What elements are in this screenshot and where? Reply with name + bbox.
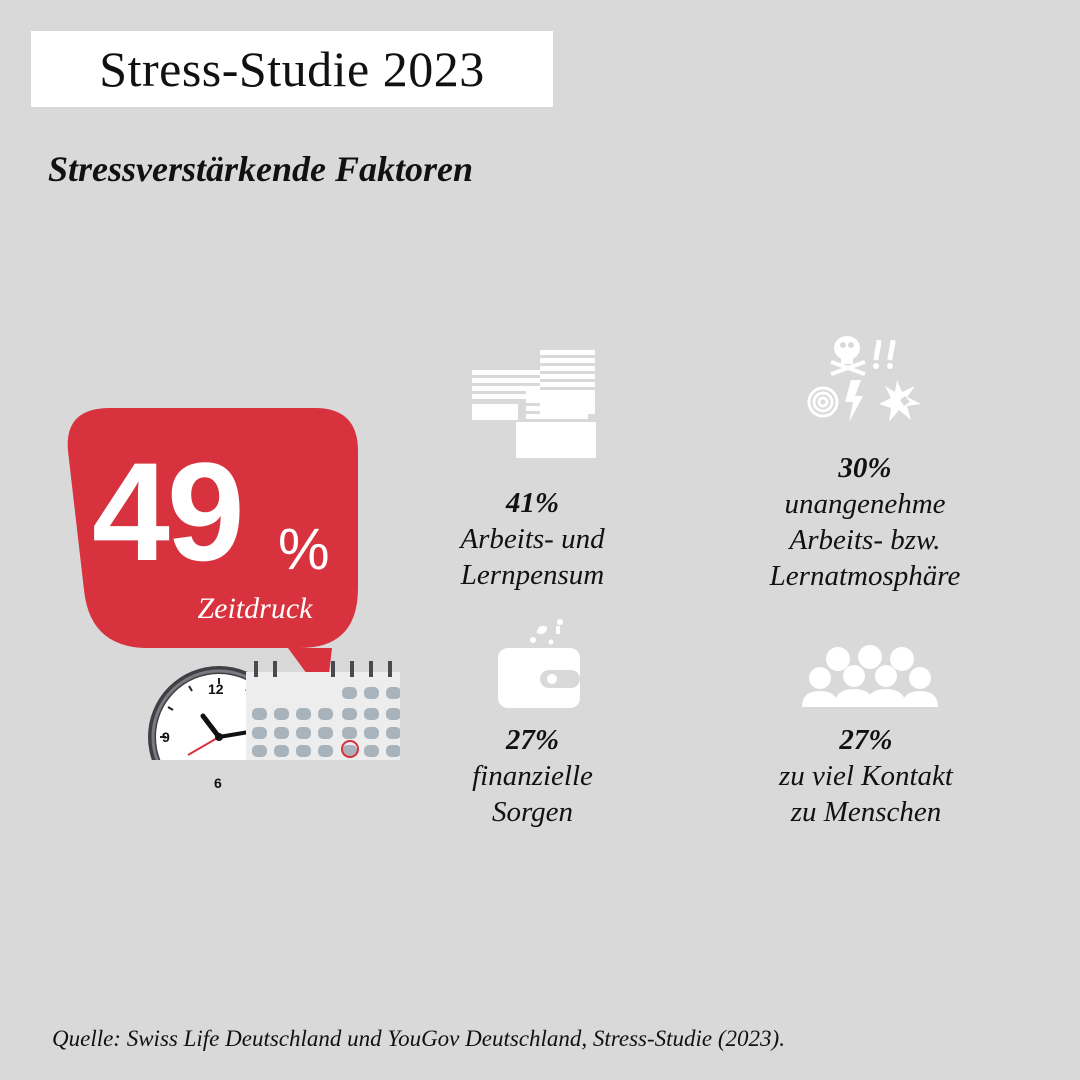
- highlight-unit: %: [278, 517, 330, 582]
- factor-label-line: zu Menschen: [790, 796, 942, 828]
- highlight-illustration: [0, 0, 400, 760]
- factor-percent: 41%: [505, 487, 560, 519]
- group-of-people-icon: [800, 645, 940, 707]
- factor-label-line: finanzielle: [472, 760, 593, 792]
- calendar-icon: [246, 661, 400, 760]
- page-title: Stress-Studie 2023: [99, 41, 485, 97]
- clock-number-12: 12: [208, 681, 224, 697]
- factor-label-line: zu viel Kontakt: [779, 760, 953, 792]
- factor-label-line: unangenehme: [784, 488, 946, 520]
- source-note: Quelle: Swiss Life Deutschland und YouGov Deutschland, Stress-Studie (2023).: [52, 1026, 785, 1051]
- factor-social-contact: [750, 722, 982, 830]
- factor-workload: [430, 485, 635, 593]
- factor-percent: 27%: [839, 724, 893, 756]
- factor-label-line: Arbeits- und: [460, 523, 605, 555]
- wallet-icon: [496, 612, 586, 710]
- factor-finances: [430, 722, 635, 830]
- highlight-label: Zeitdruck: [197, 592, 313, 625]
- factor-percent: 30%: [838, 452, 892, 484]
- factor-label-line: Lernpensum: [460, 559, 605, 591]
- clock-number-9: 9: [162, 729, 170, 745]
- factor-atmosphere: [740, 450, 990, 594]
- subtitle: Stressverstärkende Faktoren: [48, 149, 474, 189]
- stacked-papers-icon: [466, 350, 601, 460]
- factor-label-line: Sorgen: [491, 796, 574, 828]
- clock-number-6: 6: [214, 775, 222, 791]
- highlight-value: 49: [92, 433, 242, 590]
- factor-label-line: Lernatmosphäre: [769, 560, 961, 592]
- factor-percent: 27%: [505, 724, 560, 756]
- anger-symbols-icon: [805, 330, 925, 430]
- factor-label-line: Arbeits- bzw.: [789, 524, 941, 556]
